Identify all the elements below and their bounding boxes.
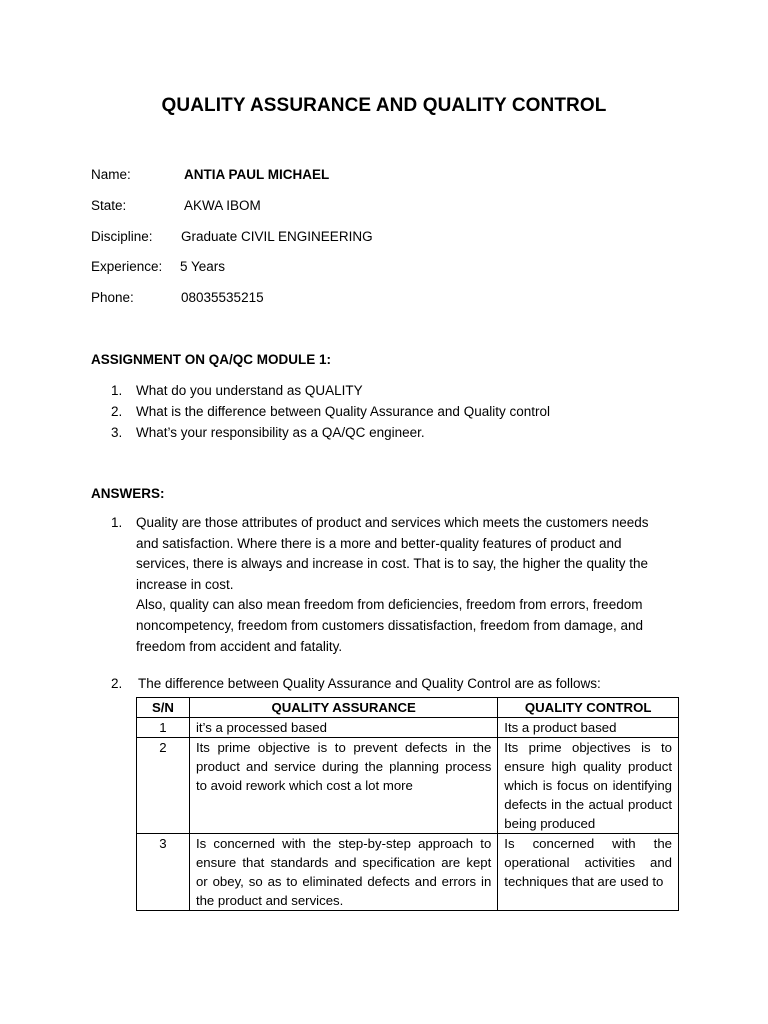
table-header-row <box>137 698 679 718</box>
question-text: What’s your responsibility as a QA/QC engineer. <box>136 425 425 440</box>
info-value: ANTIA PAUL MICHAEL <box>184 167 330 182</box>
column-header: QUALITY ASSURANCE <box>189 698 497 718</box>
table-cell-qa: it’s a processed based <box>189 718 497 738</box>
answer-paragraph: Also, quality can also mean freedom from deficiencies, freedom from errors, freedom noncompetency, freedom from customers dissatisfaction, freedom from damage, and freedom from accident and fatality. <box>136 597 643 654</box>
question-text: What is the difference between Quality Assurance and Quality control <box>136 404 550 419</box>
answer-body <box>136 513 671 657</box>
table-cell-qc: Its a product based <box>498 718 679 738</box>
list-number: 1. <box>111 515 123 530</box>
table-row <box>137 738 679 834</box>
table-cell-qc: Is concerned with the operational activities and techniques that are used to <box>498 834 679 911</box>
list-number: 1. <box>111 383 123 398</box>
info-label: Discipline: <box>91 229 153 244</box>
table-cell-qa: Its prime objective is to prevent defects in the product and service during the planning process to avoid rework which cost a lot more <box>189 738 497 834</box>
question-text: What do you understand as QUALITY <box>136 383 363 398</box>
answer-2-intro <box>111 676 601 691</box>
table-cell-sn: 3 <box>137 834 190 911</box>
answers-heading: ANSWERS: <box>91 486 165 501</box>
info-label: Experience: <box>91 259 163 274</box>
table-cell-sn: 1 <box>137 718 190 738</box>
document-title: QUALITY ASSURANCE AND QUALITY CONTROL <box>161 95 607 116</box>
table-cell-qc: Its prime objectives is to ensure high quality product which is focus on identifying defects in the actual product being produced <box>498 738 679 834</box>
answer-paragraph: Quality are those attributes of product and services which meets the customers needs and satisfaction. Where there is a more and better-quality features of product and services, there is always and increase in cost. That is to say, the higher the quality the increase in cost. <box>136 515 649 592</box>
info-label: Phone: <box>91 290 134 305</box>
info-label: Name: <box>91 167 131 182</box>
table-row <box>137 834 679 911</box>
comparison-table <box>136 697 679 911</box>
list-number: 3. <box>111 425 123 440</box>
list-number: 2. <box>111 404 123 419</box>
table-row <box>137 718 679 738</box>
column-header: QUALITY CONTROL <box>498 698 679 718</box>
assignment-heading: ASSIGNMENT ON QA/QC MODULE 1: <box>91 352 332 367</box>
info-value: Graduate CIVIL ENGINEERING <box>181 229 373 244</box>
list-number: 2. <box>111 676 123 691</box>
info-value: AKWA IBOM <box>184 198 261 213</box>
info-value: 5 Years <box>180 259 226 274</box>
info-value: 08035535215 <box>181 290 264 305</box>
answer-intro-text: The difference between Quality Assurance and Quality Control are as follows: <box>138 676 601 691</box>
column-header: S/N <box>137 698 190 718</box>
info-label: State: <box>91 198 127 213</box>
table-cell-sn: 2 <box>137 738 190 834</box>
table-cell-qa: Is concerned with the step-by-step approach to ensure that standards and specification are kept or obey, so as to eliminated defects and errors in the product and services. <box>189 834 497 911</box>
